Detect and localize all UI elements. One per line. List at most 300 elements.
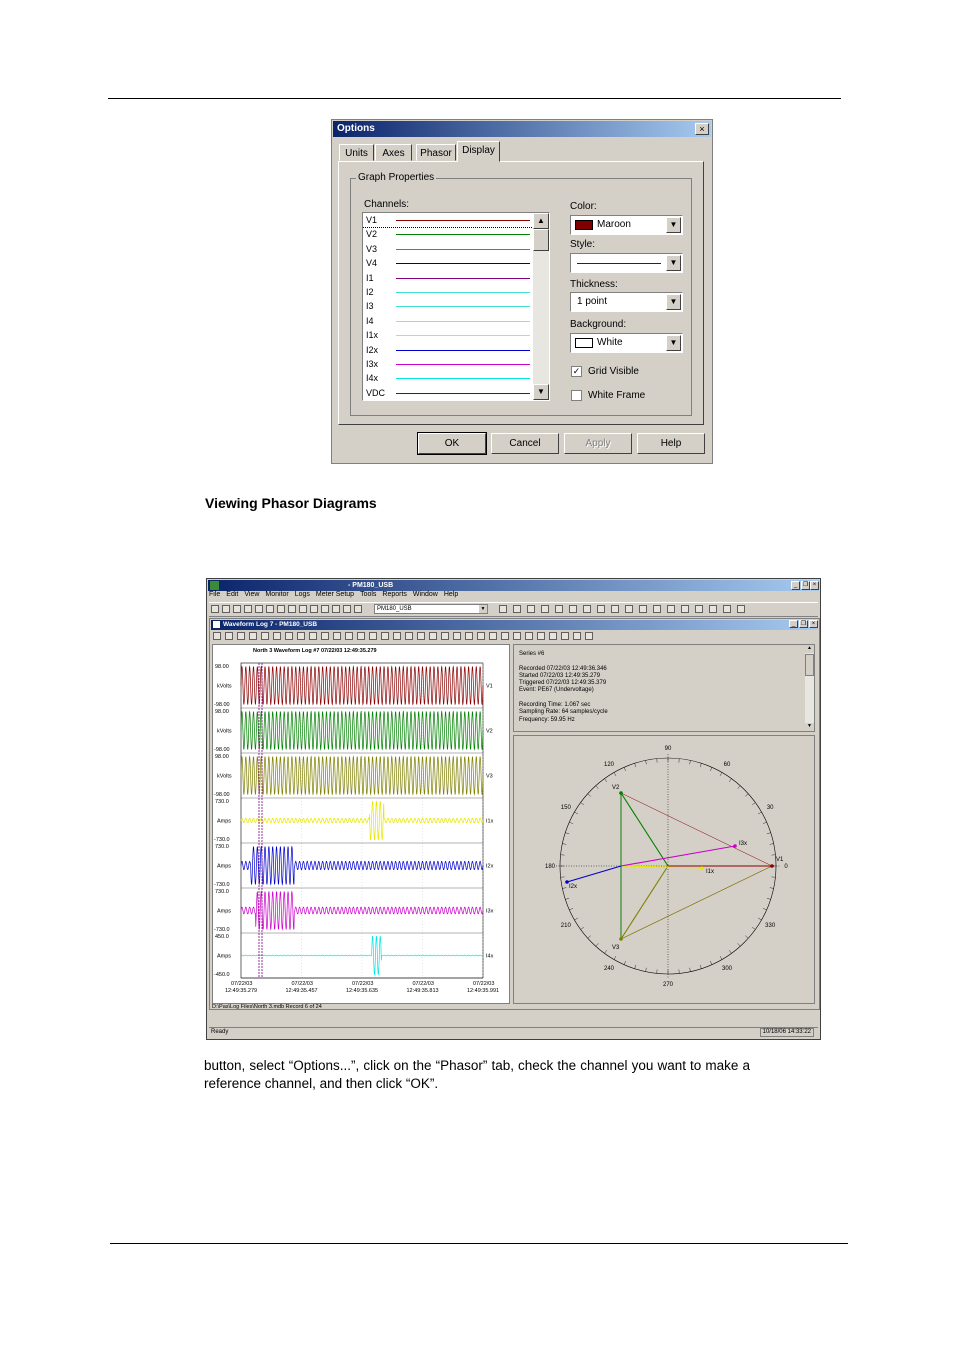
info-line: Series #6 <box>519 651 545 657</box>
menu-item[interactable]: Tools <box>360 591 377 598</box>
apply-button[interactable]: Apply <box>564 433 632 454</box>
scroll-down-icon[interactable]: ▼ <box>533 384 549 400</box>
channel-tag: I1x <box>486 818 494 825</box>
tab-display[interactable]: Display <box>457 141 500 162</box>
toolbar-icon[interactable] <box>541 605 549 613</box>
toolbar-icon[interactable] <box>573 632 581 640</box>
status-ready: Ready <box>211 1029 229 1035</box>
white-frame-label: White Frame <box>588 390 646 401</box>
app-title: - PM180_USB <box>208 580 819 591</box>
phasor-tick <box>752 927 755 929</box>
channel-name: V2 <box>366 229 378 240</box>
info-line <box>519 695 608 702</box>
toolbar-icon[interactable] <box>309 632 317 640</box>
close-button[interactable]: × <box>810 581 819 590</box>
toolbar-icon[interactable] <box>681 605 689 613</box>
phasor-panel <box>513 735 815 1004</box>
channel-tag: V2 <box>486 728 493 735</box>
background-label: Background: <box>570 319 627 330</box>
chevron-down-icon[interactable]: ▼ <box>666 217 681 233</box>
toolbar-icon[interactable] <box>537 632 545 640</box>
y-unit-label: kVolts <box>217 728 232 735</box>
phasor-tick <box>624 961 626 965</box>
menu-item[interactable]: Help <box>443 591 459 598</box>
toolbar-icon[interactable] <box>709 605 717 613</box>
x-tick-time: 12:49:35.813 <box>406 988 439 994</box>
channel-name: V4 <box>366 258 378 269</box>
thickness-select[interactable] <box>570 292 683 312</box>
channel-line <box>396 393 530 394</box>
toolbar-icon[interactable] <box>333 632 341 640</box>
phasor-tick <box>569 822 573 824</box>
angle-label: 330 <box>765 923 776 929</box>
channel-line <box>396 335 530 336</box>
toolbar-icon[interactable] <box>625 605 633 613</box>
channel-name: VDC <box>366 387 386 398</box>
chevron-down-icon[interactable]: ▼ <box>480 606 486 612</box>
channel-name: V3 <box>366 243 378 254</box>
toolbar-icon[interactable] <box>639 605 647 613</box>
channel-line <box>396 220 530 221</box>
phasor-tick <box>700 965 701 969</box>
channel-tag: V1 <box>486 683 493 690</box>
info-line: Started 07/22/03 12:49:35.279 <box>519 672 601 679</box>
menu-item[interactable]: Meter Setup <box>315 591 355 598</box>
waveform-plot <box>213 645 509 1003</box>
y-unit-label: Amps <box>217 908 232 915</box>
channel-row[interactable] <box>363 285 549 299</box>
toolbar-icon[interactable] <box>501 632 509 640</box>
menu-item[interactable]: View <box>244 591 260 598</box>
phasor-label: I3x <box>739 841 748 847</box>
child-title: Waveform Log 7 - PM180_USB <box>211 620 818 630</box>
channel-line <box>396 350 530 351</box>
channel-row[interactable] <box>363 357 549 371</box>
toolbar-icon[interactable] <box>417 632 425 640</box>
x-tick-time: 12:49:35.991 <box>467 988 500 994</box>
phasor-tick <box>565 833 569 834</box>
x-tick-date: 07/22/03 <box>352 981 374 987</box>
scroll-down-icon[interactable]: ▼ <box>805 723 814 731</box>
menu-item[interactable]: File <box>209 591 221 598</box>
toolbar-icon[interactable] <box>345 632 353 640</box>
phasor-tick <box>720 772 722 775</box>
channel-line <box>396 306 530 307</box>
phasor-tick <box>767 833 771 834</box>
phasor-tick <box>588 936 591 939</box>
channel-line <box>396 234 530 235</box>
channel-name: I4x <box>366 373 379 384</box>
grid-visible-label: Grid Visible <box>588 366 639 377</box>
y-unit-label: kVolts <box>217 773 232 780</box>
channel-line <box>396 364 530 365</box>
phasor-tick <box>758 918 761 920</box>
x-tick-time: 12:49:35.279 <box>225 988 258 994</box>
toolbar-icon[interactable] <box>369 632 377 640</box>
toolbar-icon[interactable] <box>222 605 230 613</box>
phasor-diagram <box>514 736 814 1003</box>
toolbar-icon[interactable] <box>299 605 307 613</box>
toolbar-icon[interactable] <box>288 605 296 613</box>
child-minimize-button[interactable]: _ <box>789 620 798 628</box>
channel-row[interactable] <box>363 271 549 285</box>
phasor-tick <box>745 936 748 939</box>
x-tick-date: 07/22/03 <box>473 981 495 987</box>
toolbar-icon[interactable] <box>653 605 661 613</box>
toolbar-icon[interactable] <box>489 632 497 640</box>
toolbar-icon[interactable] <box>723 605 731 613</box>
waveform-graph <box>212 644 510 1004</box>
angle-label: 240 <box>603 966 615 973</box>
header-rule <box>108 98 841 99</box>
channels-label: Channels: <box>364 199 410 210</box>
phasor-tick <box>720 956 722 959</box>
channel-name: V1 <box>366 215 378 225</box>
waveform-child-window <box>209 618 820 1010</box>
x-tick-date: 07/22/03 <box>291 981 313 987</box>
graph-title: North 3 Waveform Log #7 07/22/03 12:49:35.279 <box>253 648 377 654</box>
channel-row[interactable] <box>363 343 549 357</box>
toolbar-icon[interactable] <box>285 632 293 640</box>
channel-row[interactable] <box>363 213 549 227</box>
y-tick-label: -98.00 <box>214 792 230 798</box>
ok-button[interactable]: OK <box>418 433 486 454</box>
toolbar-icon[interactable] <box>225 632 233 640</box>
phasor-tick <box>729 779 731 782</box>
phasor-tick <box>745 794 748 797</box>
info-line: Event: PE67 (Undervoltage) <box>519 687 594 694</box>
phasor-tick <box>574 812 577 814</box>
style-label: Style: <box>570 239 596 250</box>
channel-name: I4 <box>366 315 374 326</box>
toolbar-icon[interactable] <box>525 632 533 640</box>
y-unit-label: Amps <box>217 818 232 825</box>
phasor-vector <box>621 793 668 866</box>
toolbar-icon[interactable] <box>393 632 401 640</box>
info-line: Triggered 07/22/03 12:49:35.379 <box>519 680 607 687</box>
instruction-paragraph: button, select “Options...”, click on the “Phasor” tab, check the channel you want to make a reference channel, and then click “OK”. <box>204 1058 750 1091</box>
toolbar-icon[interactable] <box>211 605 219 613</box>
phasor-label: V2 <box>612 785 620 791</box>
phasor-tick <box>605 779 607 782</box>
phasor-tip <box>770 864 774 868</box>
phasor-tick <box>614 956 616 959</box>
close-button[interactable]: × <box>695 123 709 135</box>
background-swatch <box>575 338 593 348</box>
channel-row[interactable] <box>363 256 549 270</box>
phasor-tick <box>635 763 636 767</box>
phasor-tip <box>619 791 623 795</box>
y-tick-label: 98.00 <box>215 664 229 670</box>
phasor-tick <box>646 968 647 972</box>
y-unit-label: Amps <box>217 953 232 960</box>
restore-button[interactable]: ❐ <box>802 582 809 588</box>
toolbar-icon[interactable] <box>255 605 263 613</box>
channel-line <box>396 249 530 250</box>
channel-row[interactable] <box>363 314 549 328</box>
thickness-value: 1 point <box>577 296 608 307</box>
grid-visible-checkbox[interactable]: ✓ <box>572 366 581 376</box>
y-tick-label: -98.00 <box>214 702 230 708</box>
phasor-tick <box>710 961 712 965</box>
toolbar-icon[interactable] <box>441 632 449 640</box>
y-tick-label: 730.0 <box>215 799 229 805</box>
toolbar-icon[interactable] <box>569 605 577 613</box>
background-value: White <box>597 337 623 348</box>
toolbar-icon[interactable] <box>583 605 591 613</box>
channel-line <box>396 378 530 379</box>
channel-row[interactable] <box>363 242 549 256</box>
footer-rule <box>110 1243 848 1244</box>
phasor-tip <box>619 937 623 941</box>
channel-tag: I3x <box>486 908 494 915</box>
menu-item[interactable]: Logs <box>294 591 310 598</box>
phasor-tick <box>770 844 774 845</box>
angle-label: 150 <box>560 805 571 811</box>
toolbar-icon[interactable] <box>381 632 389 640</box>
toolbar-icon[interactable] <box>261 632 269 640</box>
minimize-button[interactable]: _ <box>791 581 800 590</box>
channel-line <box>396 321 530 322</box>
y-tick-label: 450.0 <box>215 934 229 940</box>
y-tick-label: 98.00 <box>215 709 229 715</box>
angle-label: 90 <box>664 746 672 752</box>
x-tick-time: 12:49:35.635 <box>346 988 379 994</box>
toolbar-icon[interactable] <box>561 632 569 640</box>
toolbar-icon[interactable] <box>499 605 507 613</box>
background-select[interactable] <box>570 333 683 353</box>
tab-units[interactable]: Units <box>339 144 374 161</box>
menu-item[interactable]: Edit <box>226 591 239 598</box>
phasor-tick <box>710 767 712 771</box>
toolbar-icon[interactable] <box>244 605 252 613</box>
phasor-tick <box>581 803 584 805</box>
phasor-tick <box>646 760 647 764</box>
channel-line <box>396 263 530 264</box>
toolbar-icon[interactable] <box>597 605 605 613</box>
info-line: Recorded 07/22/03 12:49:36.346 <box>519 665 607 672</box>
channel-row[interactable] <box>363 299 549 313</box>
toolbar-icon[interactable] <box>321 632 329 640</box>
white-frame-checkbox[interactable] <box>571 390 582 401</box>
y-tick-label: -98.00 <box>214 747 230 753</box>
toolbar-icon[interactable] <box>405 632 413 640</box>
toolbar-icon[interactable] <box>513 632 521 640</box>
toolbar-icon[interactable] <box>266 605 274 613</box>
channel-row[interactable] <box>363 386 549 400</box>
toolbar-icon[interactable] <box>737 605 745 613</box>
menu-item[interactable]: Reports <box>382 591 407 598</box>
channel-name: I3x <box>366 358 379 369</box>
phasor-label: I2x <box>569 884 578 890</box>
chevron-down-icon[interactable]: ▼ <box>666 294 681 310</box>
info-line <box>519 658 608 665</box>
scroll-up-icon[interactable]: ▲ <box>533 213 549 229</box>
toolbar-icon[interactable] <box>233 605 241 613</box>
y-tick-label: -730.0 <box>214 927 230 933</box>
series-info-panel <box>513 644 815 732</box>
info-line: Frequency: 59.95 Hz <box>519 716 575 723</box>
y-tick-label: -730.0 <box>214 882 230 888</box>
channel-row[interactable] <box>363 227 549 241</box>
phasor-tick <box>562 844 566 845</box>
phasor-tick <box>569 908 573 910</box>
phasor-tip <box>733 844 737 848</box>
toolbar-icon[interactable] <box>513 605 521 613</box>
y-tick-label: -450.0 <box>214 972 230 978</box>
channel-tag: I4x <box>486 953 494 960</box>
phasor-tick <box>758 812 761 814</box>
angle-label: 120 <box>603 761 615 768</box>
menu-item[interactable]: Monitor <box>265 591 289 598</box>
phasor-tick <box>690 760 691 764</box>
toolbar-icon[interactable] <box>321 605 329 613</box>
channel-row[interactable] <box>363 371 549 385</box>
channel-name: I2 <box>366 286 374 297</box>
scroll-thumb[interactable] <box>805 654 814 676</box>
y-unit-label: Amps <box>217 863 232 870</box>
channels-list[interactable] <box>362 212 550 401</box>
channel-name: I1x <box>366 330 379 341</box>
toolbar-icon[interactable] <box>429 632 437 640</box>
toolbar-icon[interactable] <box>555 605 563 613</box>
channel-name: I3 <box>366 301 374 312</box>
thickness-label: Thickness: <box>570 279 618 290</box>
style-select[interactable] <box>570 253 683 273</box>
toolbar-icon[interactable] <box>297 632 305 640</box>
angle-label: 30 <box>766 805 774 811</box>
channel-name: I1 <box>366 272 374 283</box>
phasor-label: V3 <box>612 945 620 951</box>
phasor-tick <box>624 767 626 771</box>
phasor-tick <box>588 794 591 797</box>
toolbar-icon[interactable] <box>354 605 362 613</box>
toolbar-icon[interactable] <box>237 632 245 640</box>
phasor-tick <box>763 908 767 910</box>
scroll-up-icon[interactable]: ▲ <box>805 645 814 653</box>
y-tick-label: 730.0 <box>215 844 229 850</box>
x-tick-date: 07/22/03 <box>231 981 253 987</box>
phasor-tick <box>635 965 636 969</box>
channel-tag: V3 <box>486 773 493 780</box>
phasor-tick <box>690 968 691 972</box>
chevron-down-icon[interactable]: ▼ <box>666 255 681 271</box>
status-bar <box>209 1027 818 1037</box>
angle-label: 270 <box>662 982 674 988</box>
toolbar-icon[interactable] <box>695 605 703 613</box>
angle-label: 300 <box>721 966 733 973</box>
channel-row[interactable] <box>363 328 549 342</box>
toolbar-icon[interactable] <box>667 605 675 613</box>
group-title: Graph Properties <box>358 172 435 183</box>
angle-label: 180 <box>544 864 556 870</box>
line-style-preview <box>577 263 661 264</box>
scroll-thumb[interactable] <box>533 229 549 251</box>
phasor-triangle-side <box>621 866 772 939</box>
phasor-tick <box>752 803 755 805</box>
phasor-tick <box>729 950 731 953</box>
toolbar-icon[interactable] <box>527 605 535 613</box>
toolbar-icon[interactable] <box>477 632 485 640</box>
child-restore-button[interactable]: ❐ <box>800 621 807 627</box>
color-swatch <box>575 220 593 230</box>
toolbar-icon[interactable] <box>332 605 340 613</box>
phasor-tick <box>562 888 566 889</box>
phasor-vector <box>621 866 668 939</box>
phasor-tick <box>565 898 569 899</box>
status-time: 10/18/06 14:33:22 <box>760 1028 814 1037</box>
channel-name: I2x <box>366 344 379 355</box>
toolbar-icon[interactable] <box>277 605 285 613</box>
toolbar-icon[interactable] <box>343 605 351 613</box>
toolbar-icon[interactable] <box>357 632 365 640</box>
main-toolbar <box>209 602 818 617</box>
phasor-tick <box>763 822 767 824</box>
phasor-tick <box>767 898 771 899</box>
toolbar-icon[interactable] <box>549 632 557 640</box>
color-select[interactable] <box>570 215 683 235</box>
phasor-tick <box>700 763 701 767</box>
chevron-down-icon[interactable]: ▼ <box>666 335 681 351</box>
phasor-tick <box>574 918 577 920</box>
dialog-title: Options <box>333 121 711 137</box>
phasor-tick <box>596 943 599 946</box>
toolbar-icon[interactable] <box>213 632 221 640</box>
cancel-button[interactable]: Cancel <box>491 433 559 454</box>
help-button[interactable]: Help <box>637 433 705 454</box>
phasor-label: I1x <box>706 869 715 875</box>
toolbar-icon[interactable] <box>273 632 281 640</box>
menu-bar <box>209 589 464 601</box>
y-tick-label: 98.00 <box>215 754 229 760</box>
phasor-vector <box>621 846 735 866</box>
y-tick-label: 730.0 <box>215 889 229 895</box>
color-value: Maroon <box>597 219 631 230</box>
phasor-tick <box>738 786 741 789</box>
toolbar-icon[interactable] <box>310 605 318 613</box>
menu-item[interactable]: Window <box>412 591 438 598</box>
toolbar-icon[interactable] <box>453 632 461 640</box>
angle-label: 60 <box>723 761 731 768</box>
info-line: Recording Time: 1.067 sec <box>519 702 591 709</box>
list-scrollbar[interactable] <box>533 213 549 400</box>
info-scrollbar[interactable] <box>805 645 814 731</box>
toolbar-icon[interactable] <box>611 605 619 613</box>
phasor-tick <box>738 943 741 946</box>
phasor-vector <box>567 866 621 882</box>
x-tick-time: 12:49:35.457 <box>285 988 318 994</box>
info-line: Sampling Rate: 64 samples/cycle <box>519 709 608 716</box>
phasor-tick <box>614 772 616 775</box>
color-label: Color: <box>570 201 597 212</box>
channel-tag: I2x <box>486 863 494 870</box>
phasor-tick <box>596 786 599 789</box>
status-path: D:\Pas\Log Files\North 3.mdb Record 6 of 24 <box>212 1004 322 1010</box>
child-icon <box>213 621 220 628</box>
device-combo[interactable]: PM180_USB ▼ <box>374 604 488 614</box>
channel-line <box>396 278 530 279</box>
toolbar-icon[interactable] <box>585 632 593 640</box>
tab-phasor[interactable]: Phasor <box>416 144 456 161</box>
child-close-button[interactable]: × <box>809 620 818 628</box>
tab-axes[interactable]: Axes <box>375 144 412 161</box>
options-dialog <box>331 119 713 464</box>
toolbar-icon[interactable] <box>249 632 257 640</box>
toolbar-icon[interactable] <box>465 632 473 640</box>
angle-label: 210 <box>560 923 571 929</box>
pas-app-window <box>206 578 821 1040</box>
phasor-tick <box>581 927 584 929</box>
